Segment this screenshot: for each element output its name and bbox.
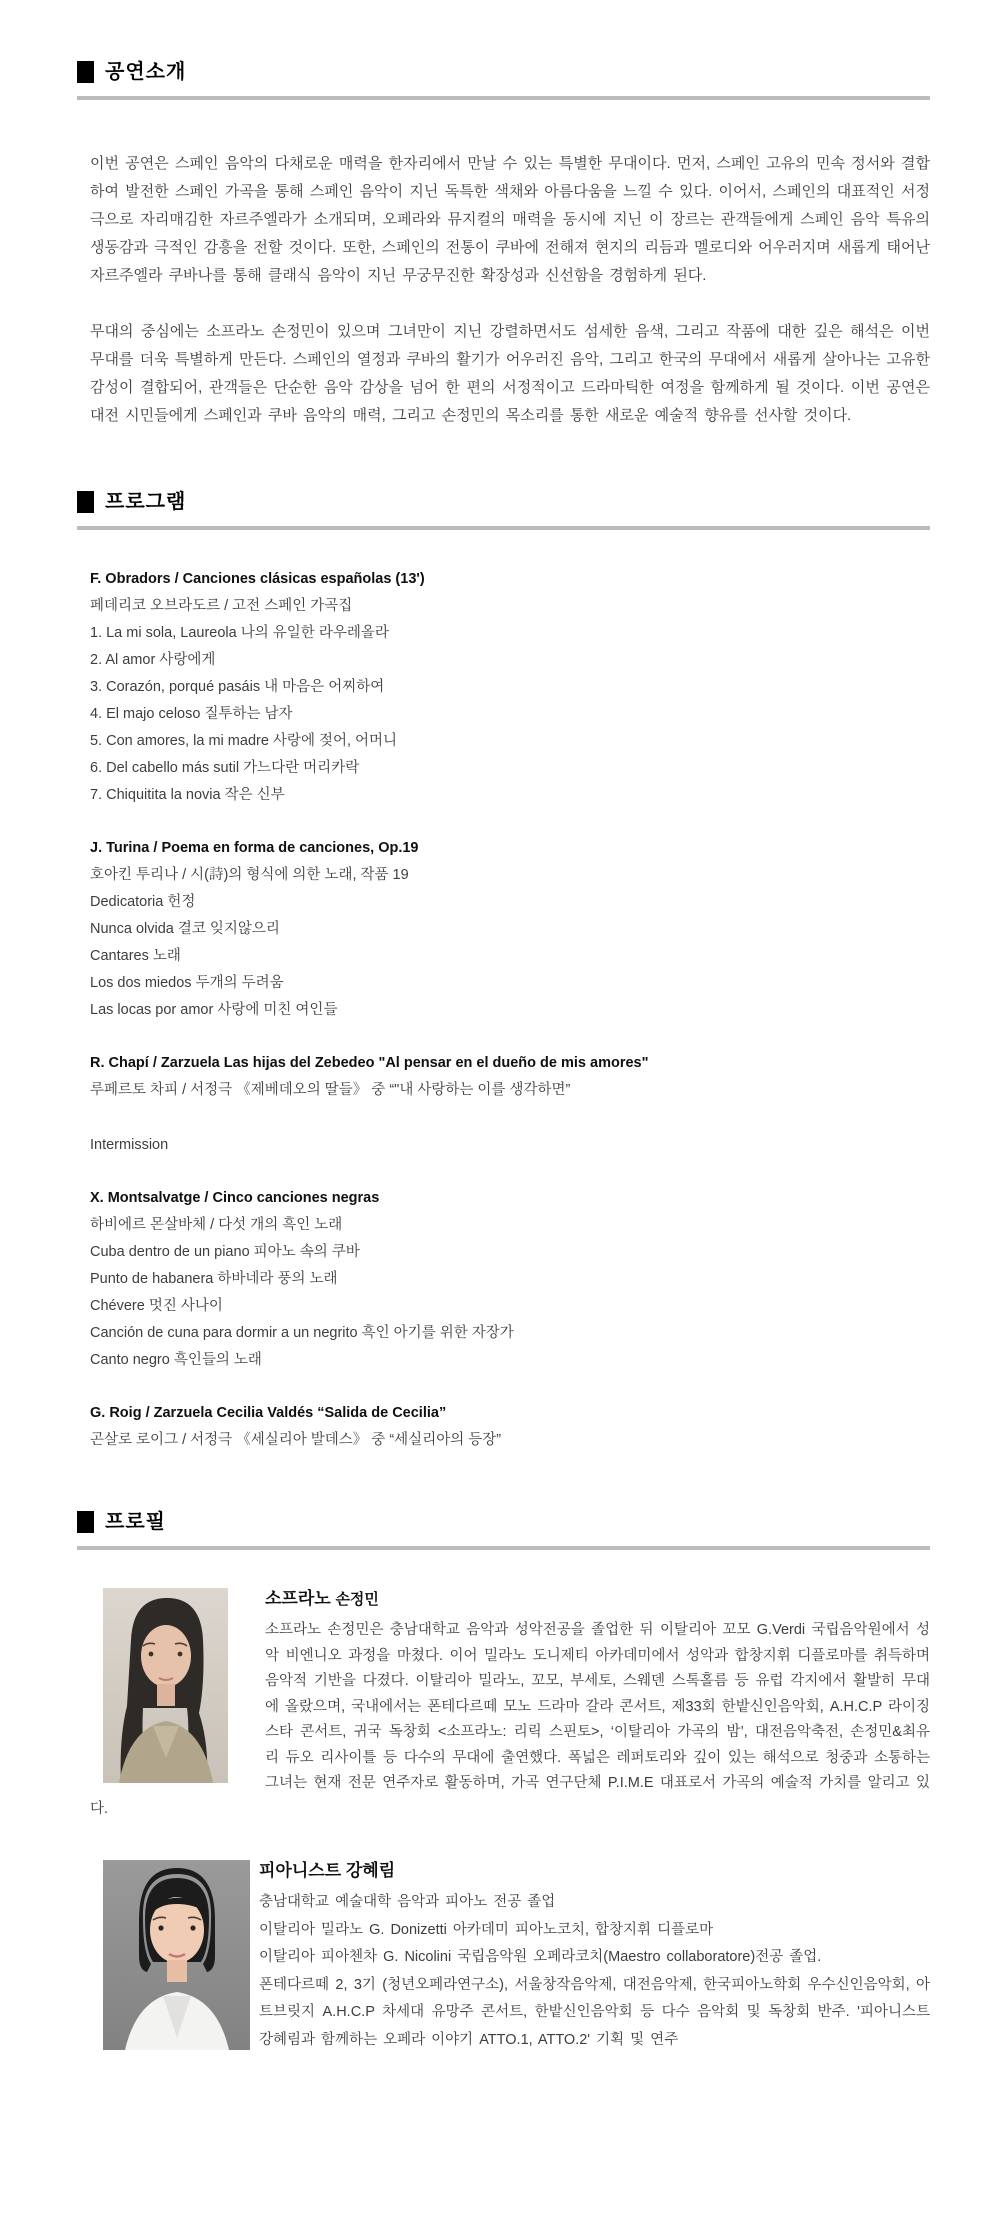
pianist-bio-line: 이탈리아 피아첸차 G. Nicolini 국립음악원 오페라코치(Maestro collaboratore)전공 졸업. bbox=[259, 1949, 822, 1965]
program-line: 3. Corazón, porqué pasáis 내 마음은 어찌하여 bbox=[90, 679, 385, 695]
profile-pianist bbox=[90, 1856, 930, 2058]
pianist-bio-line: 이탈리아 밀라노 G. Donizetti 아카데미 피아노코치, 합창지휘 디플로마 bbox=[259, 1921, 714, 1938]
program-section-title bbox=[77, 488, 930, 516]
program-line: 7. Chiquitita la novia 작은 신부 bbox=[90, 787, 285, 803]
program-group-roig bbox=[90, 1400, 930, 1454]
program-line: 1. La mi sola, Laureola 나의 유일한 라우레올라 bbox=[90, 625, 389, 641]
program-group-obradors bbox=[90, 566, 930, 809]
program-line: Punto de habanera 하바네라 풍의 노래 bbox=[90, 1271, 338, 1287]
program-group-lines bbox=[90, 593, 930, 809]
section-program bbox=[90, 488, 930, 1454]
program-line: 6. Del cabello más sutil 가느다란 머리카락 bbox=[90, 760, 360, 776]
section-divider bbox=[77, 96, 930, 100]
intro-section-title bbox=[77, 58, 930, 86]
program-group-lines bbox=[90, 1427, 930, 1454]
program-line: 곤살로 로이그 / 서정극 《세실리아 발데스》 중 “세실리아의 등장” bbox=[90, 1432, 502, 1448]
pianist-bio-line: 폰테다르떼 2, 3기 (청년오페라연구소), 서울창작음악제, 대전음악제, 한국피아노학회 우수신인음악회, 아트브릿지 A.H.C.P 차세대 유망주 콘서트, 한밭신인음악회 등 다수 음악회 및 독창회 반주. '피아니스트 강혜림과 함께하는 오페라 이야기 ATTO.1, ATTO.2' 기획 및 연주 bbox=[259, 1976, 930, 2048]
section-profile bbox=[90, 1508, 930, 2058]
square-bullet-icon bbox=[77, 61, 94, 83]
intro-section-title-text: 공연소개 bbox=[105, 61, 187, 83]
program-line: Cuba dentro de un piano 피아노 속의 쿠바 bbox=[90, 1244, 360, 1260]
program-line: 4. El majo celoso 질투하는 남자 bbox=[90, 706, 293, 722]
program-group-title: F. Obradors / Canciones clásicas españolas (13') bbox=[90, 571, 425, 587]
program-line: 하비에르 몬살바체 / 다섯 개의 흑인 노래 bbox=[90, 1217, 343, 1233]
program-group-montsalvatge bbox=[90, 1185, 930, 1374]
program-group-title: X. Montsalvatge / Cinco canciones negras bbox=[90, 1190, 380, 1206]
soprano-bio: 소프라노 손정민은 충남대학교 음악과 성악전공을 졸업한 뒤 이탈리아 꼬모 G.Verdi 국립음악원에서 성악 비엔니오 과정을 마쳤다. 이어 밀라노 도니제티 아카데미에서 성악과 합창지휘 디플로마를 취득하며 음악적 기반을 다졌다. 이탈리아 밀라노, 꼬모, 부세토, 스웨덴 스톡홀름 등 유럽 각지에서 활발히 무대에 올랐으며, 국내에서는 폰테다르떼 모노 드라마 갈라 콘서트, 제33회 한밭신인음악회, A.H.C.P 라이징스타 콘서트, 귀국 독창회 <소프라노: 리릭 스핀토>, ‘이탈리아 가곡의 밤’, 대전음악축전, 손정민&최유리 듀오 리사이틀 등 다수의 무대에 출연했다. 폭넓은 레퍼토리와 깊이 있는 해석으로 청중과 소통하는 그녀는 현재 전문 연주자로 활동하며, 가곡 연구단체 P.I.M.E 대표로서 가곡의 예술적 가치를 알리고 있다. bbox=[90, 1622, 930, 1817]
intermission-label: Intermission bbox=[90, 1137, 169, 1153]
program-group-title: G. Roig / Zarzuela Cecilia Valdés “Salida de Cecilia” bbox=[90, 1405, 447, 1421]
program-line: Canción de cuna para dormir a un negrito 흑인 아기를 위한 자장가 bbox=[90, 1325, 514, 1341]
pianist-name: 강혜림 bbox=[345, 1861, 396, 1880]
soprano-role-label: 소프라노 bbox=[265, 1589, 331, 1608]
program-line: 루페르토 차피 / 서정극 《제베데오의 딸들》 중 “"내 사랑하는 이를 생각하면” bbox=[90, 1082, 571, 1098]
pianist-portrait-illustration bbox=[103, 1860, 250, 2050]
program-line: Dedicatoria 헌정 bbox=[90, 894, 196, 910]
profile-soprano bbox=[90, 1584, 930, 1822]
program-group-lines bbox=[90, 862, 930, 1024]
program-line: 5. Con amores, la mi madre 사랑에 젖어, 어머니 bbox=[90, 733, 398, 749]
program-line: Cantares 노래 bbox=[90, 948, 181, 964]
pianist-role-label: 피아니스트 bbox=[259, 1861, 342, 1880]
program-section-title-text: 프로그램 bbox=[105, 491, 187, 513]
program-line: 2. Al amor 사랑에게 bbox=[90, 652, 216, 668]
program-line: Chévere 멋진 사나이 bbox=[90, 1298, 223, 1314]
soprano-portrait-photo bbox=[103, 1588, 228, 1783]
pianist-portrait-photo bbox=[103, 1860, 250, 2050]
program-line: Los dos miedos 두개의 두려움 bbox=[90, 975, 284, 991]
profile-section-title bbox=[77, 1508, 930, 1536]
program-group-title: J. Turina / Poema en forma de canciones, Op.19 bbox=[90, 840, 419, 856]
intro-paragraph-2: 무대의 중심에는 소프라노 손정민이 있으며 그녀만이 지닌 강렬하면서도 섬세한 음색, 그리고 작품에 대한 깊은 해석은 이번 무대를 더욱 특별하게 만든다. 스페인의 열정과 쿠바의 활기가 어우러진 음악, 그리고 한국의 무대에서 새롭게 살아나는 고유한 감성이 결합되어, 관객들은 단순한 음악 감상을 넘어 한 편의 서정적이고 드라마틱한 여정을 함께하게 될 것이다. 이번 공연은 대전 시민들에게 스페인과 쿠바 음악의 매력, 그리고 손정민의 목소리를 통한 새로운 예술적 향유를 선사할 것이다. bbox=[90, 323, 930, 424]
square-bullet-icon bbox=[77, 491, 94, 513]
program-group-title: R. Chapí / Zarzuela Las hijas del Zebedeo "Al pensar en el dueño de mis amores" bbox=[90, 1055, 649, 1071]
soprano-name: 손정민 bbox=[335, 1591, 379, 1608]
program-group-chapi bbox=[90, 1050, 930, 1104]
program-line: Nunca olvida 결코 잊지않으리 bbox=[90, 921, 280, 937]
program-line: 호아킨 투리나 / 시(詩)의 형식에 의한 노래, 작품 19 bbox=[90, 867, 409, 883]
program-line: Canto negro 흑인들의 노래 bbox=[90, 1352, 262, 1368]
section-divider bbox=[77, 526, 930, 530]
square-bullet-icon bbox=[77, 1511, 94, 1533]
program-group-turina bbox=[90, 835, 930, 1024]
soprano-portrait-illustration bbox=[103, 1588, 228, 1783]
program-group-lines bbox=[90, 1212, 930, 1374]
pianist-bio-line: 충남대학교 예술대학 음악과 피아노 전공 졸업 bbox=[259, 1894, 556, 1910]
program-line: 페데리코 오브라도르 / 고전 스페인 가곡집 bbox=[90, 598, 353, 614]
section-divider bbox=[77, 1546, 930, 1550]
section-intro bbox=[90, 58, 930, 430]
program-line: Las locas por amor 사랑에 미친 여인들 bbox=[90, 1002, 338, 1018]
profile-section-title-text: 프로필 bbox=[105, 1511, 166, 1533]
program-group-lines bbox=[90, 1077, 930, 1104]
intro-paragraph-1: 이번 공연은 스페인 음악의 다채로운 매력을 한자리에서 만날 수 있는 특별한 무대이다. 먼저, 스페인 고유의 민속 정서와 결합하여 발전한 스페인 가곡을 통해 스페인 음악이 지닌 독특한 색채와 아름다움을 느낄 수 있다. 이어서, 스페인의 대표적인 서정극으로 자리매김한 자르주엘라가 소개되며, 오페라와 뮤지컬의 매력을 동시에 지닌 이 장르는 관객들에게 스페인 음악 특유의 생동감과 극적인 감흥을 전할 것이다. 또한, 스페인의 전통이 쿠바에 전해져 현지의 리듬과 멜로디와 어우러지며 새롭게 태어난 자르주엘라 쿠바나를 통해 클래식 음악이 지닌 무궁무진한 확장성과 신선함을 경험하게 된다. bbox=[90, 155, 930, 284]
